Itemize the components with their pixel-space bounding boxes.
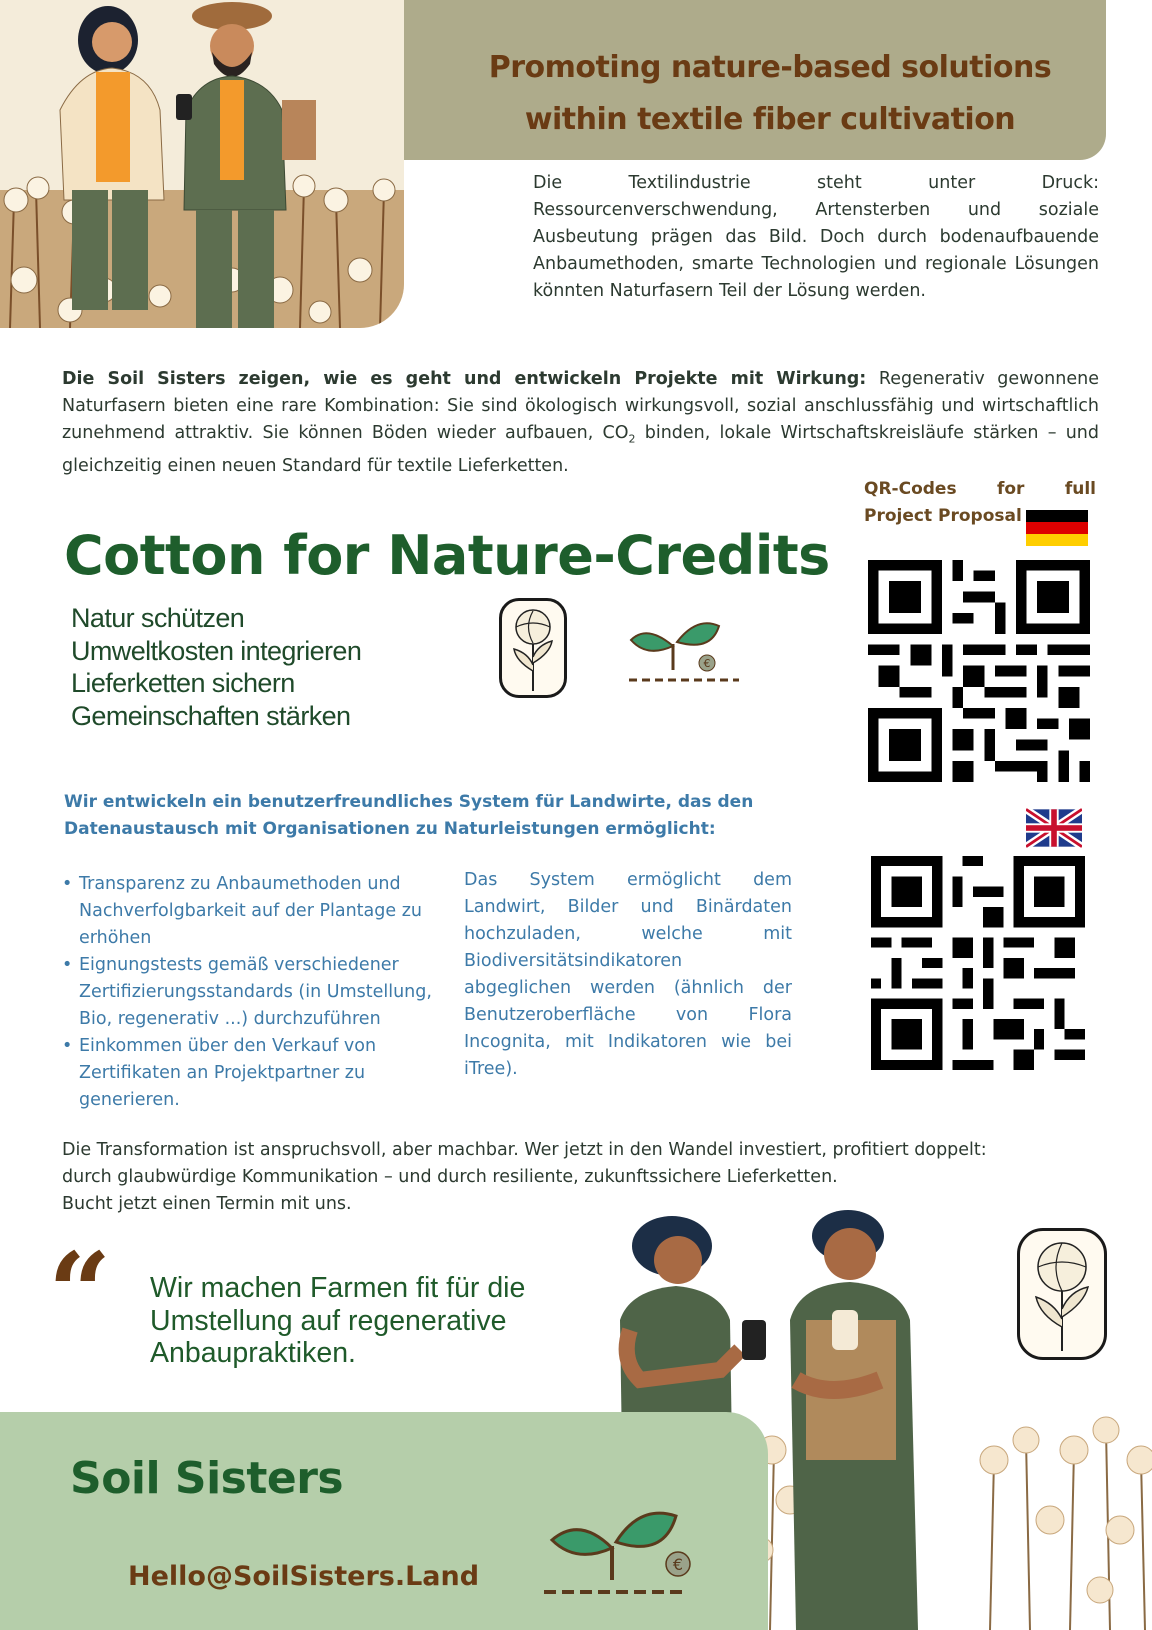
- headline-line-2: within textile fiber cultivation: [524, 102, 1016, 137]
- value-item: Natur schützen: [71, 603, 245, 633]
- lead-bold-text: Die Soil Sisters zeigen, wie es geht und entwickeln Projekte mit Wirkung:: [62, 369, 867, 389]
- sprout-coin-icon: [540, 1500, 700, 1600]
- closing-line-1: Die Transformation ist anspruchsvoll, aber machbar. Wer jetzt in den Wandel investiert, profitiert doppelt:: [62, 1140, 987, 1160]
- uk-flag-icon: [1026, 808, 1082, 848]
- qr-code-german[interactable]: [868, 560, 1090, 782]
- flag-de-stripe-black: [1026, 510, 1088, 522]
- closing-line-3: Bucht jetzt einen Termin mit uns.: [62, 1194, 352, 1214]
- qr-heading: QR-Codes for full Project Proposal: [864, 479, 1096, 526]
- list-item: • Einkommen über den Verkauf von Zertifikaten an Projektpartner zu generieren.: [62, 1033, 457, 1114]
- brand-name: Soil Sisters: [70, 1453, 344, 1504]
- closing-line-2: durch glaubwürdige Kommunikation – und durch resiliente, zukunftssichere Lieferketten.: [62, 1167, 838, 1187]
- flag-de-stripe-gold: [1026, 534, 1088, 546]
- values-list: [71, 602, 361, 732]
- headline-line-1: Promoting nature-based solutions: [488, 50, 1052, 85]
- sprout-coin-icon: [627, 612, 742, 686]
- list-item: • Eignungstests gemäß verschiedener Zertifizierungsstandards (in Umstellung, Bio, regenerativ ...) durchzuführen: [62, 952, 457, 1033]
- lead-text: Regenerativ gewonnene Naturfasern bieten eine rare Kombination: Sie sind ökologisch wirkungsvoll, sozial anschlussfähig und wirtschaftlich zunehmend attraktiv. Sie können Böden wieder aufbauen, CO: [62, 369, 1099, 443]
- page-headline: [470, 42, 1070, 146]
- cotton-flower-icon: [499, 598, 567, 698]
- hero-illustration: [0, 0, 404, 328]
- coin-symbol: €: [672, 1555, 684, 1574]
- farmers-cotton-field-illustration: [0, 0, 404, 328]
- system-description: Das System ermöglicht dem Landwirt, Bilder und Binärdaten hochzuladen, welche mit Biodiversitätsindikatoren abgeglichen werden (ähnlich der Benutzeroberfläche von Flora Incognita, mit Indikatoren wie bei iTree).: [464, 870, 792, 1079]
- project-title: Cotton for Nature-Credits: [64, 524, 830, 587]
- system-intro: Wir entwickeln ein benutzerfreundliches System für Landwirte, das den Datenaustausch mit Organisationen zu Naturleistungen ermöglicht:: [64, 792, 754, 839]
- lead-paragraph: [62, 366, 1099, 480]
- quote-text: Wir machen Farmen fit für die Umstellung auf regenerative Anbaupraktiken.: [150, 1272, 526, 1369]
- benefits-list: [62, 871, 457, 1114]
- intro-paragraph: Die Textilindustrie steht unter Druck: Ressourcenverschwendung, Artensterben und soziale Ausbeutung prägen das Bild. Doch durch bodenaufbauende Anbaumethoden, smarte Technologien und regionale Lösungen könnten Naturfasern Teil der Lösung werden.: [533, 173, 1099, 301]
- qr-code-english[interactable]: [871, 856, 1085, 1070]
- cotton-flower-icon: [1017, 1228, 1107, 1360]
- value-item: Gemeinschaften stärken: [71, 700, 351, 731]
- quote-mark-icon: “: [48, 1228, 112, 1357]
- co2-subscript: 2: [628, 432, 636, 446]
- german-flag-icon: [1026, 510, 1088, 546]
- list-item: • Transparenz zu Anbaumethoden und Nachverfolgbarkeit auf der Plantage zu erhöhen: [62, 871, 457, 952]
- value-item: Umweltkosten integrieren: [71, 635, 362, 666]
- coin-symbol: €: [703, 657, 711, 670]
- lead-text-end: binden, lokale Wirtschaftskreisläufe stärken – und gleichzeitig einen neuen Standard für textile Lieferketten.: [62, 423, 1099, 476]
- email-link[interactable]: Hello@SoilSisters.Land: [128, 1561, 480, 1592]
- value-item: Lieferketten sichern: [71, 668, 295, 698]
- flag-de-stripe-red: [1026, 522, 1088, 534]
